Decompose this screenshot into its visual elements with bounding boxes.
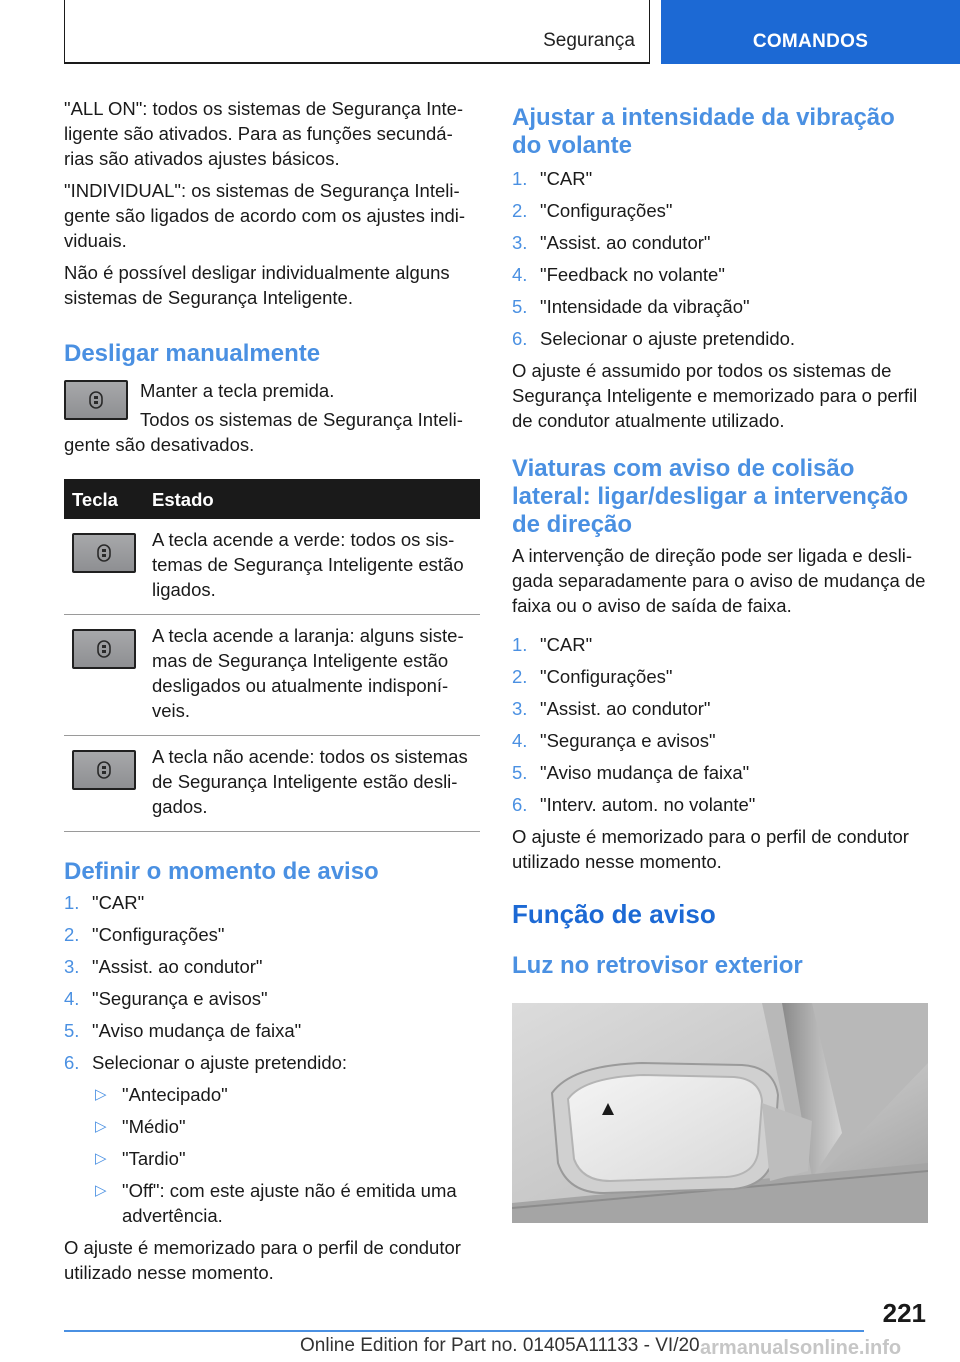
left-column xyxy=(64,96,480,1292)
list-item: 3. "Assist. ao condutor" xyxy=(64,956,263,977)
side-mirror-image xyxy=(512,1003,928,1223)
list-item: ▷ "Antecipado" xyxy=(95,1084,228,1105)
header-chapter-title: COMANDOS xyxy=(752,31,869,52)
table-cell-status: A tecla não acende: todos os sistemas de Segurança Inteligente estão desli-gados. xyxy=(144,736,480,832)
closing-note: O ajuste é memorizado para o perfil de condutor utilizado nesse momento. xyxy=(64,1237,461,1283)
table-cell-status: A tecla acende a laranja: alguns siste-mas de Segurança Inteligente estão desligados ou atualmente indisponí-veis. xyxy=(144,615,480,736)
list-item: 5. "Aviso mudança de faixa" xyxy=(512,762,750,783)
list-item: 4. "Segurança e avisos" xyxy=(512,730,716,751)
list-item: 3. "Assist. ao condutor" xyxy=(512,698,711,719)
section-heading: Função de aviso xyxy=(512,899,716,929)
triangle-bullet-icon: ▷ xyxy=(95,1118,107,1135)
list-item: 1. "CAR" xyxy=(64,892,145,913)
list-item: ▷ "Médio" xyxy=(95,1116,186,1137)
header-section-title: Segurança xyxy=(543,30,635,51)
table-header-key: Tecla xyxy=(64,479,144,519)
right-column xyxy=(512,96,928,980)
list-item: 3. "Assist. ao condutor" xyxy=(512,232,711,253)
manual-block xyxy=(64,378,480,457)
safety-key-icon xyxy=(97,761,111,779)
section-heading: Desligar manualmente xyxy=(64,340,321,367)
manual-instruction: Manter a tecla premida. xyxy=(140,380,335,401)
table-row xyxy=(64,615,480,736)
table-cell-status: A tecla acende a verde: todos os sis-temas de Segurança Inteligente estão ligados. xyxy=(144,519,480,615)
safety-key-icon xyxy=(97,640,111,658)
safety-key-icon xyxy=(89,391,103,409)
warning-options-list xyxy=(92,1082,480,1228)
safety-key-button xyxy=(72,750,136,790)
lateral-steps-list xyxy=(512,632,928,824)
section-heading: Definir o momento de aviso xyxy=(64,858,379,885)
safety-key-icon xyxy=(97,544,111,562)
intro-paragraph: "INDIVIDUAL": os sistemas de Segurança Inteli-gente são ligados de acordo com os ajustes indi-viduais. xyxy=(64,180,466,251)
list-item: ▷ "Tardio" xyxy=(95,1148,186,1169)
list-item: 5. "Aviso mudança de faixa" xyxy=(64,1020,302,1041)
warning-steps-list xyxy=(64,890,480,1082)
list-item: 4. "Feedback no volante" xyxy=(512,264,725,285)
safety-key-button xyxy=(72,629,136,669)
edition-text: Online Edition for Part no. 01405A11133 - VI/20 xyxy=(300,1335,700,1356)
table-row xyxy=(64,519,480,615)
page-number: 221 xyxy=(882,1298,926,1328)
watermark-text: armanualsonline.info xyxy=(700,1337,902,1359)
triangle-bullet-icon: ▷ xyxy=(95,1182,107,1199)
lateral-note: O ajuste é memorizado para o perfil de condutor utilizado nesse momento. xyxy=(512,826,909,872)
footer-divider xyxy=(64,1330,864,1332)
table-header-status: Estado xyxy=(144,479,480,519)
safety-key-button xyxy=(64,380,128,420)
list-item: 6. "Interv. autom. no volante" xyxy=(512,794,756,815)
list-item: 1. "CAR" xyxy=(512,634,593,655)
list-item: 6. Selecionar o ajuste pretendido. xyxy=(512,328,796,349)
header-chapter-box xyxy=(661,0,960,64)
section-heading: Viaturas com aviso de colisão lateral: ligar/desligar a intervenção de direção xyxy=(512,455,909,538)
table-row xyxy=(64,736,480,832)
triangle-bullet-icon: ▷ xyxy=(95,1150,107,1167)
lateral-text: A intervenção de direção pode ser ligada e desli-gada separadamente para o aviso de mudança de faixa ou o aviso de saída de faixa. xyxy=(512,545,926,616)
intro-paragraph: "ALL ON": todos os sistemas de Segurança Inte-ligente são ativados. Para as funções secundá-rias são ativados ajustes básicos. xyxy=(64,98,464,169)
section-heading: Ajustar a intensidade da vibração do volante xyxy=(512,104,895,159)
list-item: 6. Selecionar o ajuste pretendido: xyxy=(64,1052,348,1073)
list-item: 2. "Configurações" xyxy=(64,924,225,945)
key-status-table xyxy=(64,479,480,832)
side-mirror-illustration xyxy=(512,1003,928,1223)
list-item: 4. "Segurança e avisos" xyxy=(64,988,268,1009)
list-item: 2. "Configurações" xyxy=(512,200,673,221)
list-item: 5. "Intensidade da vibração" xyxy=(512,296,750,317)
triangle-bullet-icon: ▷ xyxy=(95,1086,107,1103)
list-item: 1. "CAR" xyxy=(512,168,593,189)
vibration-note: O ajuste é assumido por todos os sistemas de Segurança Inteligente e memorizado para o perfil de condutor atualmente utilizado. xyxy=(512,360,918,431)
header-section-box xyxy=(64,0,650,64)
manual-result: Todos os sistemas de Segurança Inteli-gente são desativados. xyxy=(64,409,463,455)
safety-key-button xyxy=(72,533,136,573)
vibration-steps-list xyxy=(512,166,928,358)
list-item: ▷ "Off": com este ajuste não é emitida uma advertência. xyxy=(95,1180,457,1226)
intro-paragraph: Não é possível desligar individualmente alguns sistemas de Segurança Inteligente. xyxy=(64,262,450,308)
subsection-heading: Luz no retrovisor exterior xyxy=(512,952,803,979)
list-item: 2. "Configurações" xyxy=(512,666,673,687)
